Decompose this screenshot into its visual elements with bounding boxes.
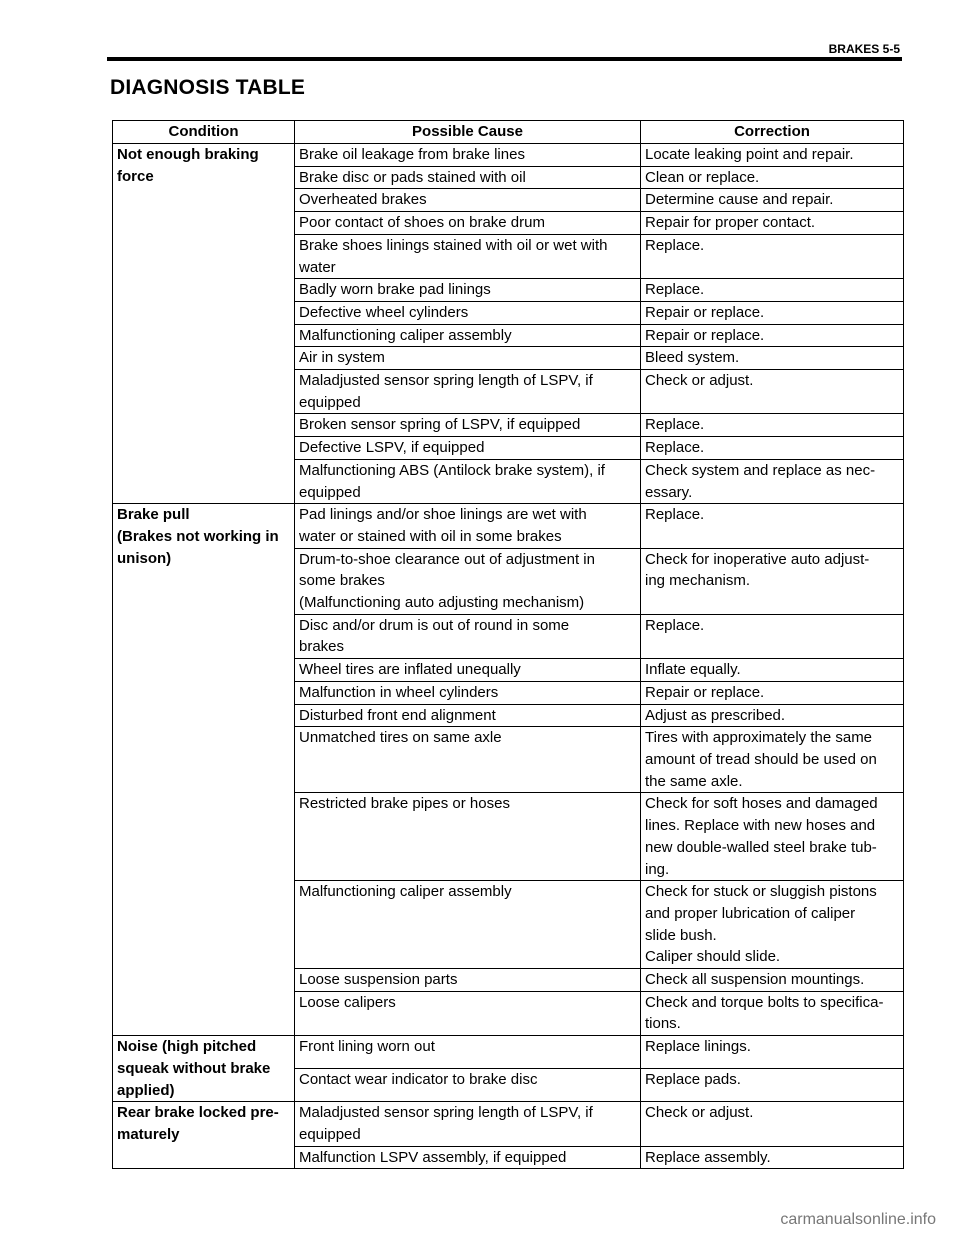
cell-text-line: lines. Replace with new hoses and [645,817,876,835]
possible-cause-cell [295,881,641,969]
condition-cell [113,1036,295,1102]
possible-cause-cell [295,189,641,212]
possible-cause-cell [295,1069,641,1102]
cell-text-line: force [117,167,154,185]
possible-cause-cell [295,659,641,682]
possible-cause-cell [295,1146,641,1169]
cell-text-line: Wheel tires are inflated unequally [299,661,521,679]
cell-text-line: Malfunction in wheel cylinders [299,683,499,701]
cell-text-line: equipped [299,1125,361,1143]
cell-text-line: Brake pull [117,506,190,524]
correction-cell [641,969,904,992]
possible-cause-cell [295,704,641,727]
cell-text-line: Overheated brakes [299,191,427,209]
cell-text-line: Malfunctioning caliper assembly [299,883,512,901]
possible-cause-cell [295,370,641,414]
correction-cell [641,144,904,167]
cell-text-line: Adjust as prescribed. [645,706,786,724]
possible-cause-cell [295,793,641,881]
cell-text-line: Disturbed front end alignment [299,706,496,724]
cell-text-line: Pad linings and/or shoe linings are wet with [299,506,587,524]
cell-text-line: Front lining worn out [299,1038,435,1056]
table-row [113,504,904,548]
cell-text-line: Drum-to-shoe clearance out of adjustment in [299,550,595,568]
cell-text-line: Check or adjust. [645,1104,754,1122]
cell-text-line: Tires with approximately the same [645,729,873,747]
possible-cause-cell [295,548,641,614]
cell-text-line: Unmatched tires on same axle [299,729,502,747]
correction-cell [641,1036,904,1069]
cell-text-line: Check and torque bolts to specifica- [645,993,884,1011]
possible-cause-cell [295,1036,641,1069]
cell-text-line: Replace. [645,416,705,434]
possible-cause-cell [295,459,641,503]
cell-text-line: Brake shoes linings stained with oil or wet with [299,236,608,254]
correction-cell [641,189,904,212]
cell-text-line: the same axle. [645,772,743,790]
table-row [113,1036,904,1069]
possible-cause-cell [295,414,641,437]
cell-text-line: Check all suspension mountings. [645,971,865,989]
watermark: carmanualsonline.info [780,1211,936,1228]
header-possible-cause: Possible Cause [295,121,641,144]
cell-text-line: Inflate equally. [645,661,741,679]
possible-cause-cell [295,969,641,992]
header-correction: Correction [641,121,904,144]
cell-text-line: Maladjusted sensor spring length of LSPV, if [299,372,593,390]
cell-text-line: Clean or replace. [645,168,760,186]
cell-text-line: Defective LSPV, if equipped [299,439,485,457]
cell-text-line: Not enough braking [117,146,259,163]
cell-text-line: ing mechanism. [645,572,751,590]
correction-cell [641,704,904,727]
cell-text-line: Broken sensor spring of LSPV, if equipped [299,416,581,434]
cell-text-line: equipped [299,393,361,411]
correction-cell [641,727,904,793]
cell-text-line: water [299,258,336,276]
correction-cell [641,1146,904,1169]
correction-cell [641,324,904,347]
cell-text-line: Disc and/or drum is out of round in some [299,616,570,634]
possible-cause-cell [295,504,641,548]
condition-cell [113,144,295,504]
header-rule [107,57,902,61]
cell-text-line: brakes [299,638,345,656]
diagnosis-table-body [113,144,904,1169]
correction-cell [641,991,904,1035]
cell-text-line: ing. [645,860,670,878]
cell-text-line: Replace. [645,506,705,524]
cell-text-line: Replace linings. [645,1038,751,1056]
possible-cause-cell [295,324,641,347]
correction-cell [641,614,904,658]
cell-text-line: some brakes [299,572,385,590]
cell-text-line: Noise (high pitched [117,1038,257,1056]
cell-text-line: amount of tread should be used on [645,750,877,768]
cell-text-line: Check for inoperative auto adjust- [645,550,870,568]
cell-text-line: essary. [645,483,693,501]
cell-text-line: Rear brake locked pre- [117,1104,279,1122]
cell-text-line: water or stained with oil in some brakes [299,527,562,545]
correction-cell [641,347,904,370]
cell-text-line: Check for stuck or sluggish pistons [645,883,877,901]
cell-text-line: Check for soft hoses and damaged [645,795,878,813]
cell-text-line: Brake disc or pads stained with oil [299,168,526,186]
correction-cell [641,437,904,460]
cell-text-line: Replace. [645,439,705,457]
cell-text-line: Replace pads. [645,1071,741,1089]
cell-text-line: (Malfunctioning auto adjusting mechanism) [299,594,585,612]
correction-cell [641,234,904,278]
cell-text-line: Replace. [645,236,705,254]
correction-cell [641,459,904,503]
cell-text-line: Check or adjust. [645,372,754,390]
condition-cell [113,1102,295,1169]
header-condition: Condition [113,121,295,144]
page-header: BRAKES 5-5 [828,42,900,56]
cell-text-line: Poor contact of shoes on brake drum [299,214,545,232]
correction-cell [641,212,904,235]
table-row [113,144,904,167]
cell-text-line: Loose suspension parts [299,971,458,989]
correction-cell [641,279,904,302]
correction-cell [641,1102,904,1146]
cell-text-line: maturely [117,1125,180,1143]
cell-text-line: equipped [299,483,361,501]
possible-cause-cell [295,166,641,189]
possible-cause-cell [295,212,641,235]
cell-text-line: Repair for proper contact. [645,214,816,232]
correction-cell [641,301,904,324]
cell-text-line: Replace assembly. [645,1148,771,1166]
table-row [113,1102,904,1146]
correction-cell [641,881,904,969]
cell-text-line: Malfunctioning ABS (Antilock brake system), if [299,461,605,479]
possible-cause-cell [295,234,641,278]
cell-text-line: Locate leaking point and repair. [645,146,854,163]
possible-cause-cell [295,144,641,167]
correction-cell [641,166,904,189]
cell-text-line: Brake oil leakage from brake lines [299,146,525,163]
cell-text-line: Check system and replace as nec- [645,461,876,479]
correction-cell [641,681,904,704]
cell-text-line: Bleed system. [645,349,740,367]
possible-cause-cell [295,347,641,370]
possible-cause-cell [295,681,641,704]
cell-text-line: Repair or replace. [645,326,765,344]
cell-text-line: squeak without brake [117,1059,271,1077]
correction-cell [641,659,904,682]
cell-text-line: unison) [117,549,172,567]
cell-text-line: Repair or replace. [645,683,765,701]
correction-cell [641,793,904,881]
cell-text-line: Determine cause and repair. [645,191,834,209]
possible-cause-cell [295,1102,641,1146]
cell-text-line: Malfunctioning caliper assembly [299,326,512,344]
cell-text-line: Loose calipers [299,993,396,1011]
cell-text-line: Defective wheel cylinders [299,303,469,321]
table-header-row [113,121,904,144]
cell-text-line: Maladjusted sensor spring length of LSPV, if [299,1104,593,1122]
cell-text-line: Caliper should slide. [645,948,781,966]
page-title: DIAGNOSIS TABLE [110,76,306,99]
condition-cell [113,504,295,1036]
correction-cell [641,1069,904,1102]
cell-text-line: (Brakes not working in [117,527,279,545]
correction-cell [641,504,904,548]
cell-text-line: Replace. [645,281,705,299]
cell-text-line: Contact wear indicator to brake disc [299,1071,538,1089]
cell-text-line: Malfunction LSPV assembly, if equipped [299,1148,567,1166]
correction-cell [641,414,904,437]
possible-cause-cell [295,437,641,460]
cell-text-line: tions. [645,1015,681,1033]
cell-text-line: Replace. [645,616,705,634]
possible-cause-cell [295,301,641,324]
possible-cause-cell [295,727,641,793]
cell-text-line: Repair or replace. [645,303,765,321]
cell-text-line: slide bush. [645,926,717,944]
cell-text-line: Restricted brake pipes or hoses [299,795,510,813]
cell-text-line: Badly worn brake pad linings [299,281,491,299]
correction-cell [641,548,904,614]
correction-cell [641,370,904,414]
possible-cause-cell [295,279,641,302]
possible-cause-cell [295,614,641,658]
cell-text-line: and proper lubrication of caliper [645,904,856,922]
cell-text-line: new double-walled steel brake tub- [645,838,877,856]
cell-text-line: applied) [117,1081,175,1099]
diagnosis-table [112,120,904,1169]
possible-cause-cell [295,991,641,1035]
cell-text-line: Air in system [299,349,385,367]
